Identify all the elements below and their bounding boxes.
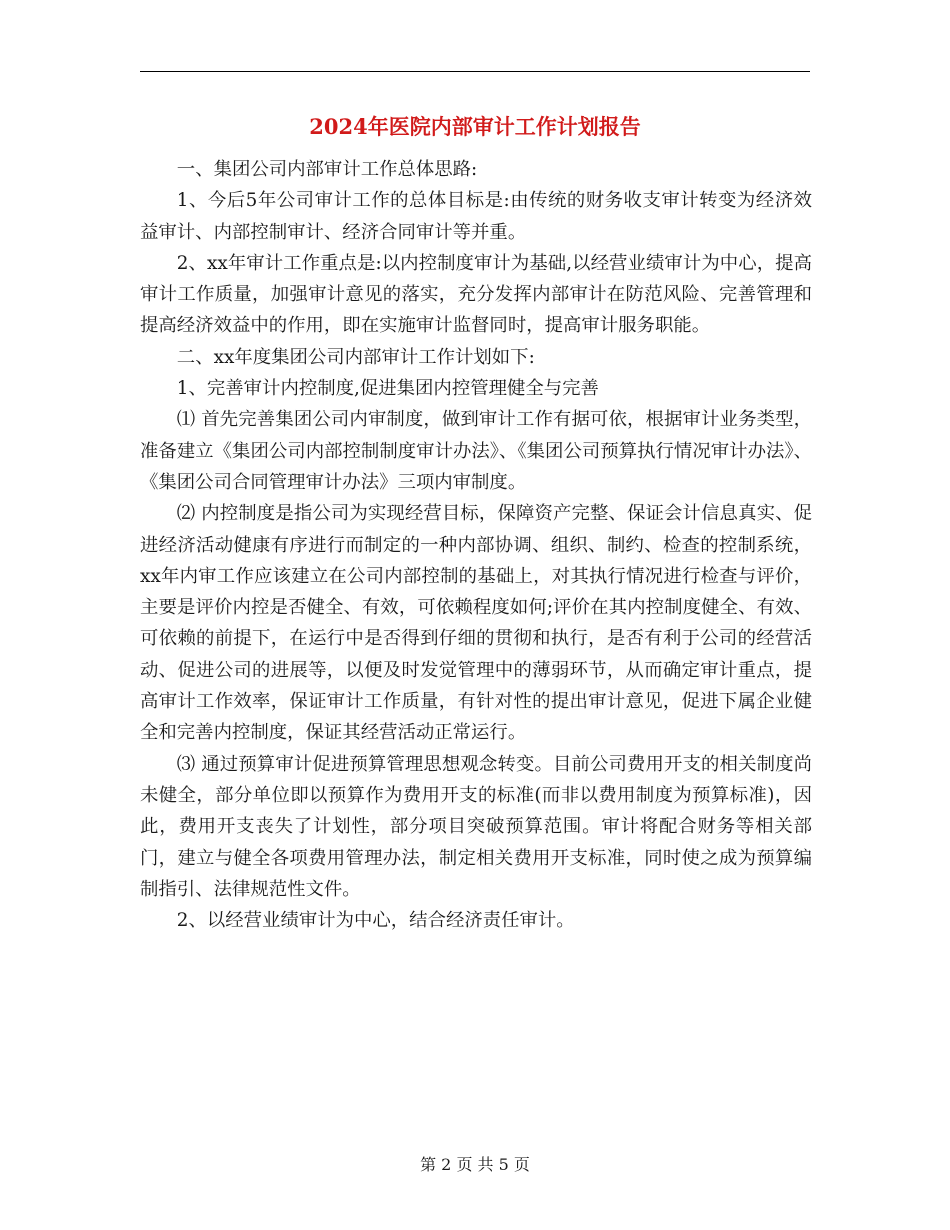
section-heading-1: 一、集团公司内部审计工作总体思路: (176, 159, 478, 180)
paragraph-item-3: ⑶ 通过预算审计促进预算管理思想观念转变。目前公司费用开支的相关制度尚未健全，部分单位即以预算作为费用开支的标准(而非以费用制度为预算标准)，因此，费用开支丧失了计划性，部分项目突破预算范围。审计将配合财务等相关部门，建立与健全各项费用管理办法，制定相关费用开支标准，同时使之成为预算编制指引、法律规范性文件。 (140, 753, 812, 900)
page-number: 第 2 页 共 5 页 (420, 1155, 530, 1174)
paragraph-overall-goal: 1、今后5年公司审计工作的总体目标是:由传统的财务收支审计转变为经济效益审计、内部控制审计、经济合同审计等并重。 (140, 190, 812, 243)
header-rule (140, 71, 810, 72)
paragraph-audit-focus: 2、xx年审计工作重点是:以内控制度审计为基础,以经营业绩审计为中心，提高审计工作质量，加强审计意见的落实，充分发挥内部审计在防范风险、完善管理和提高经济效益中的作用，即在实施审计监督同时，提高审计服务职能。 (140, 252, 812, 337)
paragraph-item-2: ⑵ 内控制度是指公司为实现经营目标，保障资产完整、保证会计信息真实、促进经济活动健康有序进行而制定的一种内部协调、组织、制约、检查的控制系统，xx年内审工作应该建立在公司内部控制的基础上，对其执行情况进行检查与评价，主要是评价内控是否健全、有效，可依赖程度如何;评价在其内控制度健全、有效、可依赖的前提下，在运行中是否得到仔细的贯彻和执行，是否有利于公司的经营活动、促进公司的进展等，以便及时发觉管理中的薄弱环节，从而确定审计重点，提高审计工作效率，保证审计工作质量，有针对性的提出审计意见，促进下属企业健全和完善内控制度，保证其经营活动正常运行。 (140, 503, 812, 744)
document-title: 2024年医院内部审计工作计划报告 (309, 114, 641, 139)
document-body (140, 154, 812, 936)
paragraph-item-1: ⑴ 首先完善集团公司内审制度，做到审计工作有据可依，根据审计业务类型，准备建立《集团公司内部控制制度审计办法》、《集团公司预算执行情况审计办法》、《集团公司合同管理审计办法》三项内审制度。 (140, 409, 812, 493)
subheading-internal-control: 1、完善审计内控制度,促进集团内控管理健全与完善 (176, 378, 599, 400)
subheading-performance-audit: 2、以经营业绩审计为中心，结合经济责任审计。 (176, 910, 575, 932)
section-heading-2: 二、xx年度集团公司内部审计工作计划如下: (176, 346, 535, 368)
